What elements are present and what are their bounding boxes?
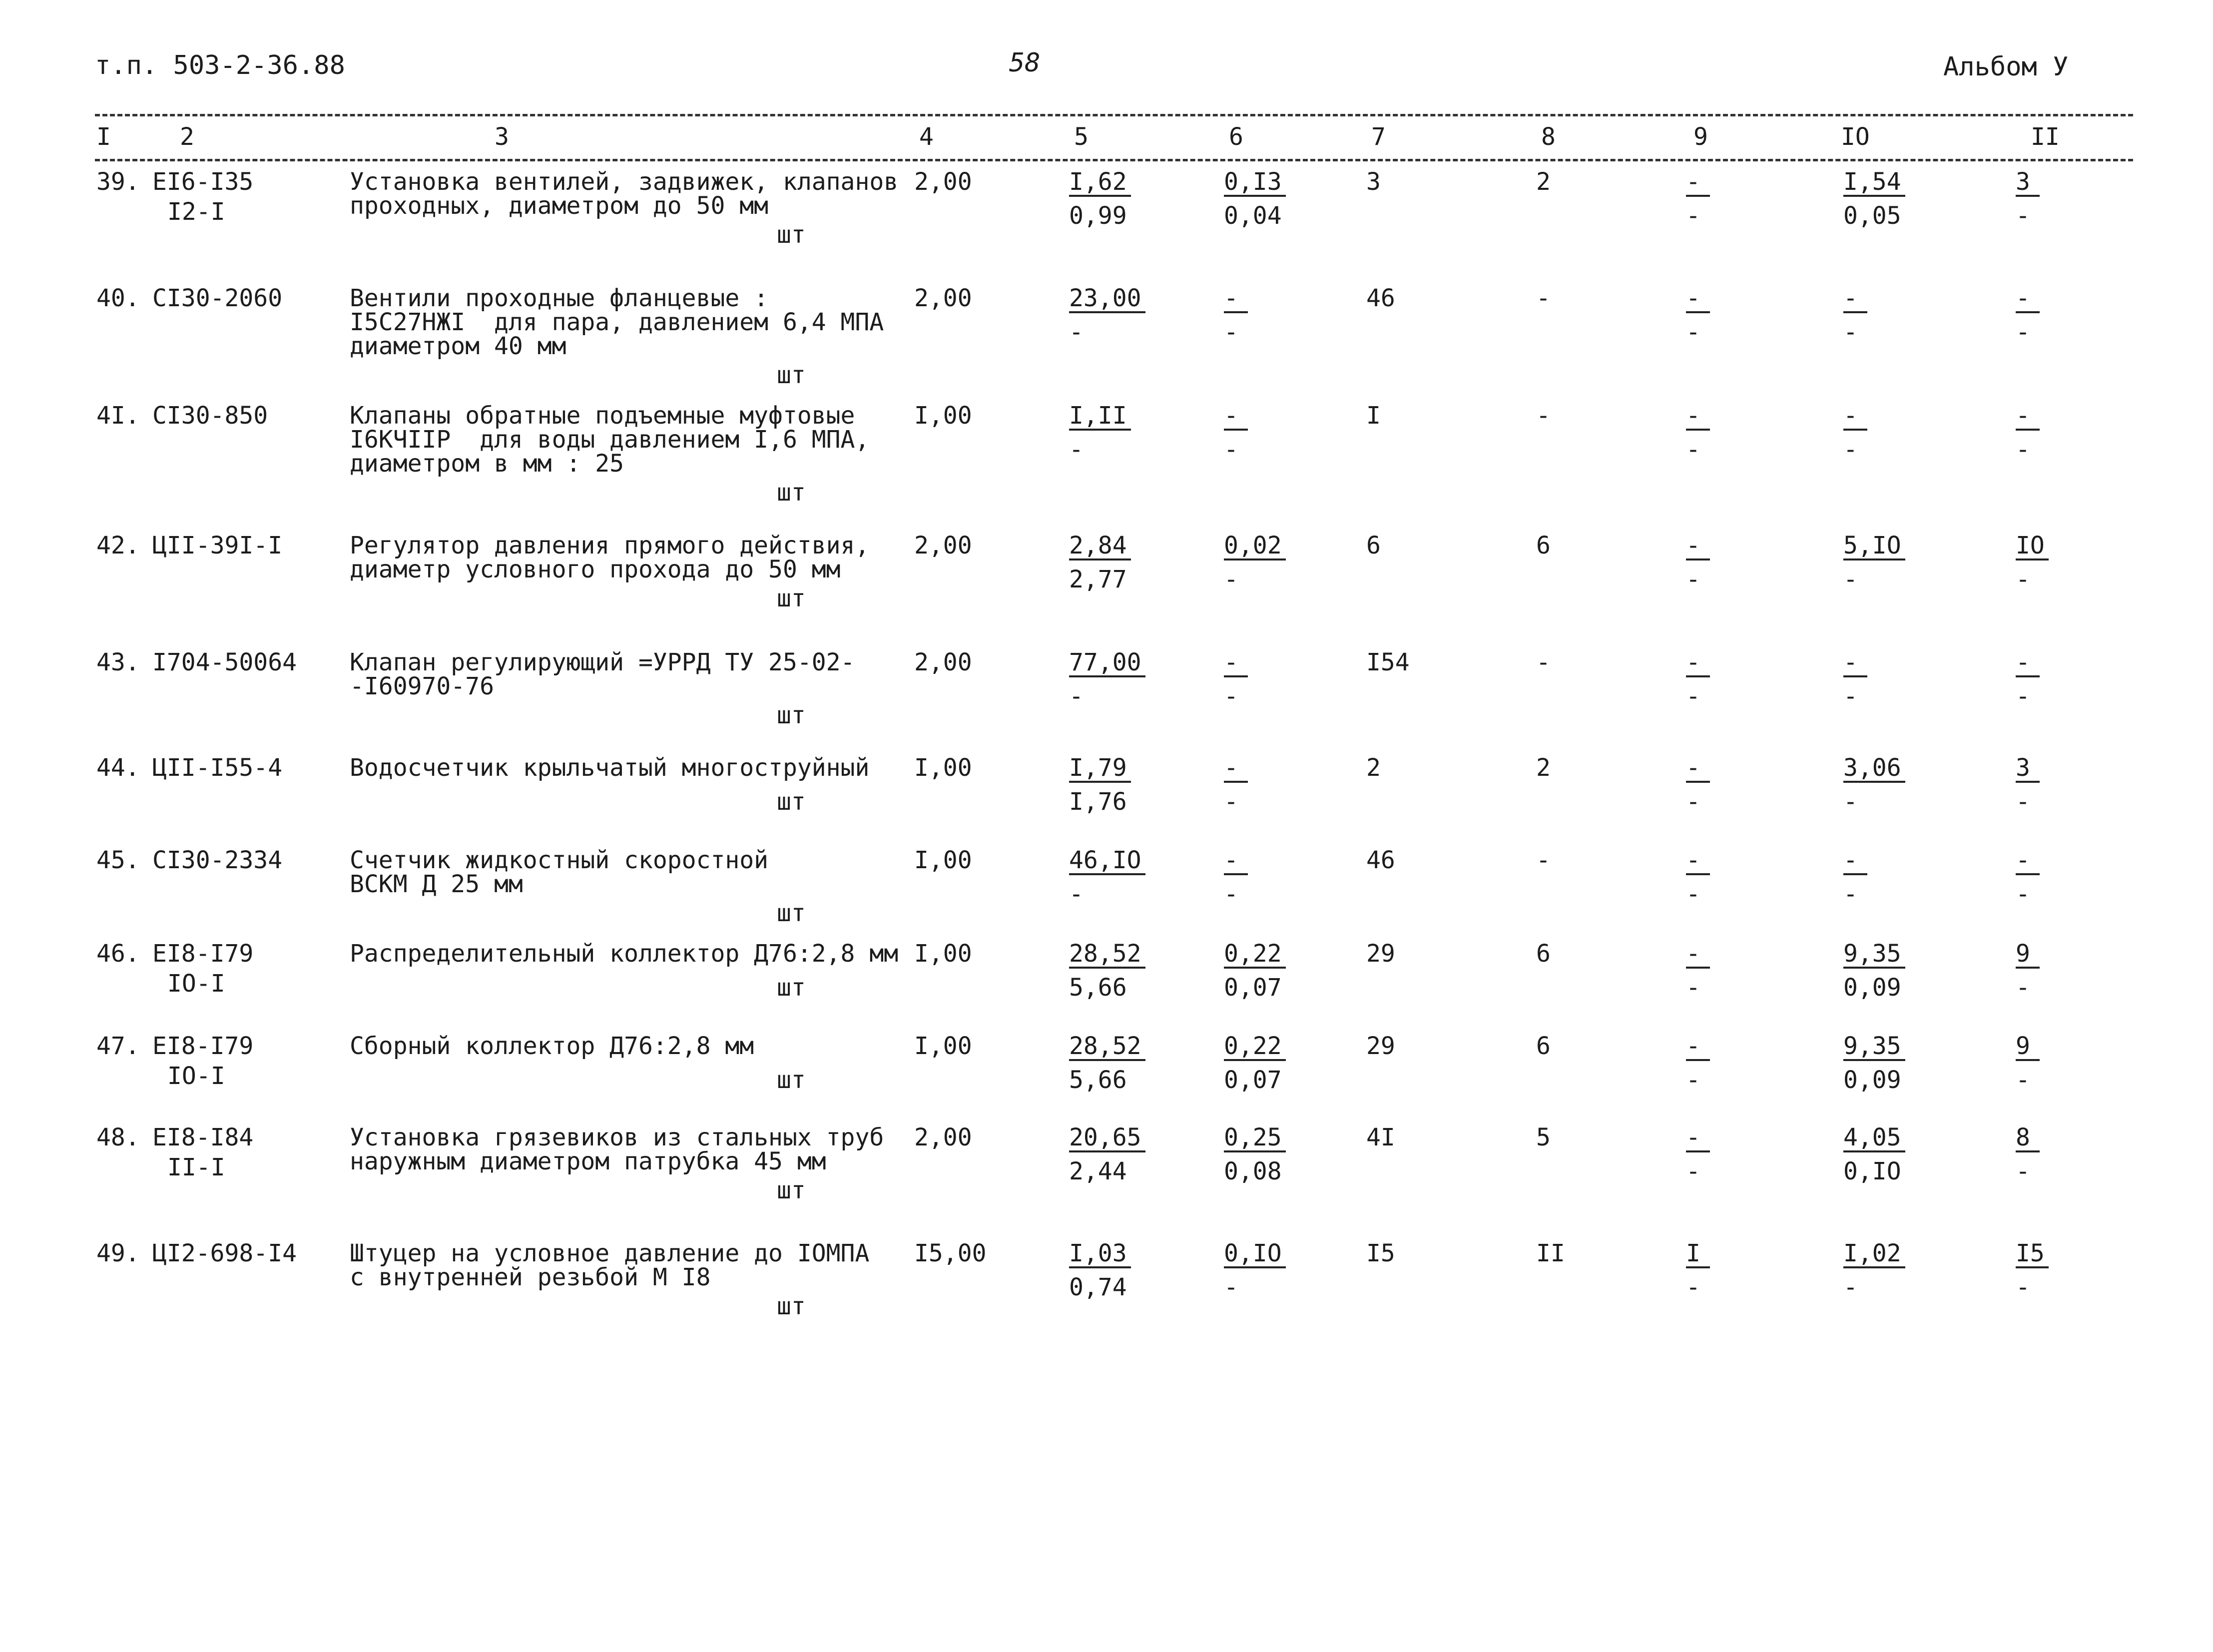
fraction-cell xyxy=(2016,286,2040,344)
fraction-cell xyxy=(1069,170,1131,228)
fraction-top: 0,22 xyxy=(1224,1034,1286,1061)
fraction-top: I,54 xyxy=(1843,170,1905,197)
col8-value: 5 xyxy=(1536,1123,1551,1151)
fraction-bottom: I,76 xyxy=(1069,788,1127,816)
col8-value: II xyxy=(1536,1239,1565,1267)
fraction-cell xyxy=(1069,286,1145,344)
item-code: EI8-I84 xyxy=(152,1123,254,1151)
fraction-top: 9,35 xyxy=(1843,1034,1905,1061)
fraction-cell xyxy=(1686,848,1710,906)
fraction-cell xyxy=(1069,650,1145,708)
fraction-cell xyxy=(2016,1034,2040,1092)
row-number: 49. xyxy=(96,1239,140,1267)
fraction-bottom: - xyxy=(2016,436,2030,464)
fraction-bottom: - xyxy=(1224,1273,1238,1301)
fraction-top: - xyxy=(1686,170,1710,197)
fraction-top: - xyxy=(1843,848,1867,875)
item-description: Клапан регулирующий =УРРД ТУ 25-02- -I60970-76 xyxy=(350,648,855,700)
fraction-bottom: - xyxy=(1686,436,1700,464)
fraction-top: - xyxy=(1224,404,1248,431)
row-number: 48. xyxy=(96,1123,140,1151)
quantity: 2,00 xyxy=(914,532,972,559)
fraction-cell xyxy=(1843,286,1867,344)
fraction-top: 2,84 xyxy=(1069,534,1131,560)
fraction-top: - xyxy=(1224,286,1248,313)
col7-value: I5 xyxy=(1366,1239,1395,1267)
fraction-top: - xyxy=(2016,404,2040,431)
fraction-bottom: - xyxy=(2016,565,2030,593)
fraction-top: 20,65 xyxy=(1069,1125,1145,1152)
fraction-cell xyxy=(1843,534,1905,591)
fraction-top: 4,05 xyxy=(1843,1125,1905,1152)
fraction-bottom: 0,99 xyxy=(1069,202,1127,230)
fraction-bottom: - xyxy=(1686,880,1700,908)
fraction-top: - xyxy=(1843,404,1867,431)
fraction-bottom: 2,77 xyxy=(1069,565,1127,593)
fraction-top: - xyxy=(1686,534,1710,560)
row-number: 42. xyxy=(96,532,140,559)
header-rule-top xyxy=(95,114,2133,116)
col7-value: I54 xyxy=(1366,648,1410,676)
fraction-bottom: - xyxy=(2016,1066,2030,1094)
fraction-bottom: - xyxy=(2016,1157,2030,1185)
fraction-top: 0,25 xyxy=(1224,1125,1286,1152)
col7-value: 29 xyxy=(1366,1032,1395,1060)
fraction-top: - xyxy=(1686,1034,1710,1061)
unit-label: шт xyxy=(777,788,806,816)
fraction-top: 28,52 xyxy=(1069,942,1145,969)
column-header: 2 xyxy=(180,123,194,151)
fraction-cell xyxy=(1686,1241,1710,1299)
item-code-line2: IO-I xyxy=(167,970,225,998)
fraction-top: 0,22 xyxy=(1224,942,1286,969)
fraction-cell xyxy=(2016,756,2040,814)
col7-value: 3 xyxy=(1366,168,1381,196)
fraction-top: - xyxy=(2016,650,2040,677)
fraction-cell xyxy=(1843,1034,1905,1092)
fraction-cell xyxy=(2016,170,2040,228)
fraction-bottom: - xyxy=(1843,1273,1858,1301)
fraction-top: 3 xyxy=(2016,756,2040,783)
row-number: 39. xyxy=(96,168,140,196)
fraction-cell xyxy=(1843,756,1905,814)
col8-value: - xyxy=(1536,284,1551,312)
fraction-cell xyxy=(1686,404,1710,462)
fraction-bottom: - xyxy=(2016,682,2030,710)
fraction-top: - xyxy=(1686,848,1710,875)
album-label: Альбом У xyxy=(1943,52,2069,82)
fraction-top: 9,35 xyxy=(1843,942,1905,969)
fraction-bottom: 2,44 xyxy=(1069,1157,1127,1185)
fraction-bottom: - xyxy=(1686,682,1700,710)
unit-label: шт xyxy=(777,1066,806,1094)
item-description: Регулятор давления прямого действия, диаметр условного прохода до 50 мм xyxy=(350,532,870,583)
column-header: 6 xyxy=(1229,123,1243,151)
quantity: I,00 xyxy=(914,402,972,430)
fraction-cell xyxy=(1686,534,1710,591)
fraction-top: I,03 xyxy=(1069,1241,1131,1268)
column-header: I xyxy=(96,123,111,151)
item-code-line2: I2-I xyxy=(167,198,225,226)
fraction-cell xyxy=(1686,1125,1710,1183)
fraction-cell xyxy=(1843,1241,1905,1299)
unit-label: шт xyxy=(777,1176,806,1204)
fraction-bottom: - xyxy=(1224,880,1238,908)
fraction-bottom: 0,09 xyxy=(1843,974,1901,1002)
fraction-cell xyxy=(1843,942,1905,1000)
fraction-top: - xyxy=(1686,286,1710,313)
fraction-top: 28,52 xyxy=(1069,1034,1145,1061)
fraction-cell xyxy=(1686,1034,1710,1092)
fraction-cell xyxy=(1224,1241,1286,1299)
column-header: II xyxy=(2031,123,2060,151)
fraction-cell xyxy=(1686,756,1710,814)
fraction-top: 3 xyxy=(2016,170,2040,197)
fraction-bottom: - xyxy=(1843,436,1858,464)
fraction-bottom: 5,66 xyxy=(1069,1066,1127,1094)
quantity: I,00 xyxy=(914,754,972,782)
fraction-top: 5,IO xyxy=(1843,534,1905,560)
fraction-top: 0,IO xyxy=(1224,1241,1286,1268)
fraction-bottom: 0,09 xyxy=(1843,1066,1901,1094)
fraction-top: I xyxy=(1686,1241,1710,1268)
fraction-bottom: 5,66 xyxy=(1069,974,1127,1002)
fraction-top: IO xyxy=(2016,534,2049,560)
unit-label: шт xyxy=(777,584,806,612)
fraction-top: - xyxy=(1224,848,1248,875)
fraction-cell xyxy=(2016,650,2040,708)
quantity: 2,00 xyxy=(914,648,972,676)
fraction-bottom: 0,74 xyxy=(1069,1273,1127,1301)
fraction-bottom: - xyxy=(1224,436,1238,464)
col7-value: 46 xyxy=(1366,846,1395,874)
fraction-top: - xyxy=(2016,848,2040,875)
fraction-bottom: 0,07 xyxy=(1224,974,1282,1002)
unit-label: шт xyxy=(777,221,806,249)
fraction-bottom: - xyxy=(1686,318,1700,346)
fraction-cell xyxy=(1843,848,1867,906)
quantity: 2,00 xyxy=(914,1123,972,1151)
item-code: I704-50064 xyxy=(152,648,297,676)
fraction-bottom: - xyxy=(1069,682,1084,710)
column-header: 7 xyxy=(1371,123,1386,151)
page-number: 58 xyxy=(1009,48,1041,78)
item-description: Установка грязевиков из стальных труб наружным диаметром патрубка 45 мм xyxy=(350,1123,884,1175)
fraction-bottom: - xyxy=(1686,1157,1700,1185)
col7-value: 29 xyxy=(1366,940,1395,968)
col8-value: - xyxy=(1536,402,1551,430)
fraction-bottom: 0,08 xyxy=(1224,1157,1282,1185)
fraction-cell xyxy=(1686,942,1710,1000)
row-number: 46. xyxy=(96,940,140,968)
unit-label: шт xyxy=(777,974,806,1002)
fraction-top: 23,00 xyxy=(1069,286,1145,313)
col7-value: 46 xyxy=(1366,284,1395,312)
fraction-cell xyxy=(2016,534,2049,591)
fraction-bottom: - xyxy=(2016,880,2030,908)
column-header: 4 xyxy=(919,123,934,151)
fraction-bottom: - xyxy=(1843,788,1858,816)
fraction-bottom: - xyxy=(2016,974,2030,1002)
fraction-top: - xyxy=(1224,650,1248,677)
fraction-bottom: - xyxy=(1069,318,1084,346)
col7-value: I xyxy=(1366,402,1381,430)
fraction-top: I,62 xyxy=(1069,170,1131,197)
fraction-bottom: - xyxy=(1686,974,1700,1002)
fraction-cell xyxy=(1224,756,1248,814)
fraction-top: 0,02 xyxy=(1224,534,1286,560)
item-description: Вентили проходные фланцевые : I5C27НЖI для пара, давлением 6,4 МПА диаметром 40 мм xyxy=(350,284,884,360)
fraction-bottom: - xyxy=(1843,318,1858,346)
quantity: I5,00 xyxy=(914,1239,987,1267)
fraction-cell xyxy=(1686,170,1710,228)
fraction-top: - xyxy=(1686,756,1710,783)
item-code: CI30-850 xyxy=(152,402,268,430)
fraction-top: 46,IO xyxy=(1069,848,1145,875)
fraction-cell xyxy=(1069,848,1145,906)
fraction-cell xyxy=(1224,848,1248,906)
unit-label: шт xyxy=(777,479,806,507)
fraction-cell xyxy=(2016,1241,2049,1299)
fraction-cell xyxy=(2016,848,2040,906)
fraction-bottom: - xyxy=(1686,202,1700,230)
fraction-cell xyxy=(1843,404,1867,462)
item-code: EI8-I79 xyxy=(152,1032,254,1060)
col8-value: - xyxy=(1536,648,1551,676)
fraction-bottom: - xyxy=(2016,202,2030,230)
column-header: 3 xyxy=(495,123,509,151)
item-code: EI8-I79 xyxy=(152,940,254,968)
fraction-cell xyxy=(1224,942,1286,1000)
fraction-bottom: - xyxy=(1224,788,1238,816)
item-code-line2: II-I xyxy=(167,1153,225,1181)
fraction-top: 3,06 xyxy=(1843,756,1905,783)
fraction-top: - xyxy=(1686,942,1710,969)
fraction-top: - xyxy=(1686,650,1710,677)
fraction-bottom: - xyxy=(1224,318,1238,346)
fraction-cell xyxy=(1069,756,1131,814)
unit-label: шт xyxy=(777,899,806,927)
fraction-cell xyxy=(1069,1034,1145,1092)
column-header: 9 xyxy=(1693,123,1708,151)
row-number: 43. xyxy=(96,648,140,676)
fraction-bottom: - xyxy=(1069,880,1084,908)
fraction-top: - xyxy=(1224,756,1248,783)
item-description: Водосчетчик крыльчатый многоструйный xyxy=(350,754,870,782)
fraction-bottom: - xyxy=(1686,788,1700,816)
unit-label: шт xyxy=(777,361,806,389)
fraction-bottom: - xyxy=(2016,318,2030,346)
fraction-cell xyxy=(1224,170,1286,228)
row-number: 44. xyxy=(96,754,140,782)
fraction-top: I,02 xyxy=(1843,1241,1905,1268)
item-description: Распределительный коллектор Д76:2,8 мм xyxy=(350,940,899,968)
fraction-bottom: - xyxy=(2016,788,2030,816)
fraction-top: - xyxy=(1686,1125,1710,1152)
item-code: CI30-2334 xyxy=(152,846,283,874)
unit-label: шт xyxy=(777,701,806,729)
header-rule-bottom xyxy=(95,159,2133,161)
fraction-bottom: 0,04 xyxy=(1224,202,1282,230)
fraction-cell xyxy=(1686,650,1710,708)
col8-value: - xyxy=(1536,846,1551,874)
item-description: Сборный коллектор Д76:2,8 мм xyxy=(350,1032,754,1060)
fraction-top: I,79 xyxy=(1069,756,1131,783)
item-code: EI6-I35 xyxy=(152,168,254,196)
row-number: 40. xyxy=(96,284,140,312)
fraction-cell xyxy=(1224,1125,1286,1183)
fraction-bottom: 0,07 xyxy=(1224,1066,1282,1094)
unit-label: шт xyxy=(777,1292,806,1320)
column-header: IO xyxy=(1841,123,1870,151)
fraction-cell xyxy=(1224,534,1286,591)
fraction-bottom: 0,IO xyxy=(1843,1157,1901,1185)
quantity: 2,00 xyxy=(914,168,972,196)
fraction-cell xyxy=(2016,942,2040,1000)
item-description: Счетчик жидкостный скоростной ВСКМ Д 25 мм xyxy=(350,846,769,898)
doc-ref: т.п. 503-2-36.88 xyxy=(95,50,345,80)
quantity: I,00 xyxy=(914,1032,972,1060)
fraction-cell xyxy=(1069,1241,1131,1299)
col7-value: 4I xyxy=(1366,1123,1395,1151)
fraction-cell xyxy=(1069,404,1131,462)
item-code: ЦII-39I-I xyxy=(152,532,283,559)
column-header: 8 xyxy=(1541,123,1556,151)
fraction-top: I5 xyxy=(2016,1241,2049,1268)
fraction-top: 0,I3 xyxy=(1224,170,1286,197)
fraction-bottom: - xyxy=(1686,1273,1700,1301)
fraction-cell xyxy=(1069,1125,1145,1183)
fraction-cell xyxy=(1224,1034,1286,1092)
fraction-bottom: - xyxy=(1686,565,1700,593)
item-code-line2: IO-I xyxy=(167,1062,225,1090)
fraction-cell xyxy=(1224,286,1248,344)
fraction-bottom: - xyxy=(1843,880,1858,908)
fraction-top: - xyxy=(1843,286,1867,313)
fraction-cell xyxy=(1843,650,1867,708)
fraction-bottom: - xyxy=(1069,436,1084,464)
quantity: I,00 xyxy=(914,846,972,874)
col8-value: 6 xyxy=(1536,940,1551,968)
fraction-top: - xyxy=(1843,650,1867,677)
quantity: 2,00 xyxy=(914,284,972,312)
fraction-cell xyxy=(2016,404,2040,462)
fraction-cell xyxy=(1843,170,1905,228)
fraction-cell xyxy=(1686,286,1710,344)
fraction-top: 8 xyxy=(2016,1125,2040,1152)
col8-value: 2 xyxy=(1536,754,1551,782)
col7-value: 2 xyxy=(1366,754,1381,782)
row-number: 47. xyxy=(96,1032,140,1060)
fraction-bottom: - xyxy=(1224,565,1238,593)
fraction-bottom: - xyxy=(1686,1066,1700,1094)
fraction-bottom: - xyxy=(1843,682,1858,710)
fraction-cell xyxy=(1843,1125,1905,1183)
fraction-bottom: - xyxy=(1224,682,1238,710)
column-header: 5 xyxy=(1074,123,1089,151)
quantity: I,00 xyxy=(914,940,972,968)
fraction-cell xyxy=(1069,534,1131,591)
item-code: ЦI2-698-I4 xyxy=(152,1239,297,1267)
fraction-bottom: - xyxy=(2016,1273,2030,1301)
item-description: Установка вентилей, задвижек, клапанов проходных, диаметром до 50 мм xyxy=(350,168,899,220)
item-code: CI30-2060 xyxy=(152,284,283,312)
col8-value: 6 xyxy=(1536,532,1551,559)
fraction-cell xyxy=(1224,404,1248,462)
item-description: Штуцер на условное давление до IОМПА с внутренней резьбой М I8 xyxy=(350,1239,870,1291)
fraction-top: 77,00 xyxy=(1069,650,1145,677)
fraction-bottom: - xyxy=(1843,565,1858,593)
fraction-top: 9 xyxy=(2016,942,2040,969)
fraction-bottom: 0,05 xyxy=(1843,202,1901,230)
row-number: 45. xyxy=(96,846,140,874)
fraction-top: - xyxy=(2016,286,2040,313)
col8-value: 6 xyxy=(1536,1032,1551,1060)
fraction-top: I,II xyxy=(1069,404,1131,431)
fraction-cell xyxy=(1069,942,1145,1000)
fraction-top: 9 xyxy=(2016,1034,2040,1061)
row-number: 4I. xyxy=(96,402,140,430)
fraction-top: - xyxy=(1686,404,1710,431)
col8-value: 2 xyxy=(1536,168,1551,196)
fraction-cell xyxy=(2016,1125,2040,1183)
item-description: Клапаны обратные подъемные муфтовые I6КЧIIР для воды давлением I,6 МПА, диаметром в мм : 25 xyxy=(350,402,870,478)
col7-value: 6 xyxy=(1366,532,1381,559)
fraction-cell xyxy=(1224,650,1248,708)
item-code: ЦII-I55-4 xyxy=(152,754,283,782)
